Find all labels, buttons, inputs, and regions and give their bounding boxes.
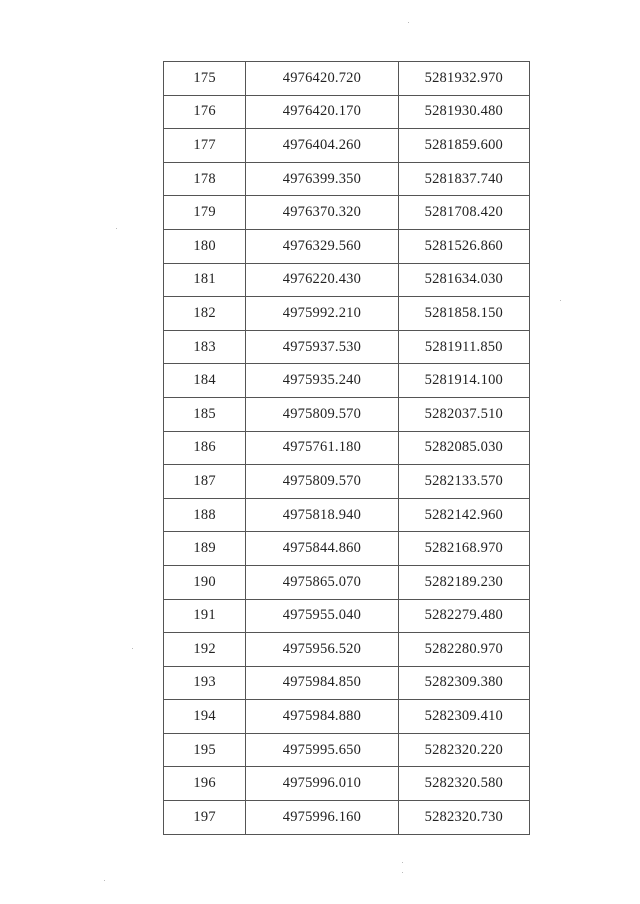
point-number-cell: 181 — [164, 263, 246, 297]
x-coordinate-cell: 4975935.240 — [246, 364, 398, 398]
y-coordinate-cell: 5282280.970 — [398, 633, 529, 667]
y-coordinate-cell: 5281837.740 — [398, 162, 529, 196]
scan-speck — [402, 862, 403, 863]
point-number-cell: 175 — [164, 62, 246, 96]
y-coordinate-cell: 5281708.420 — [398, 196, 529, 230]
scan-speck — [104, 880, 105, 881]
table-row — [164, 633, 530, 667]
point-number-cell: 194 — [164, 700, 246, 734]
x-coordinate-cell: 4975809.570 — [246, 397, 398, 431]
table-row — [164, 599, 530, 633]
x-coordinate-cell: 4976404.260 — [246, 129, 398, 163]
y-coordinate-cell: 5282320.730 — [398, 801, 529, 835]
x-coordinate-cell: 4975844.860 — [246, 532, 398, 566]
x-coordinate-cell: 4976370.320 — [246, 196, 398, 230]
table-row — [164, 733, 530, 767]
table-row — [164, 700, 530, 734]
y-coordinate-cell: 5281526.860 — [398, 229, 529, 263]
point-number-cell: 186 — [164, 431, 246, 465]
y-coordinate-cell: 5282085.030 — [398, 431, 529, 465]
y-coordinate-cell: 5281911.850 — [398, 330, 529, 364]
y-coordinate-cell: 5282037.510 — [398, 397, 529, 431]
x-coordinate-cell: 4976420.170 — [246, 95, 398, 129]
point-number-cell: 187 — [164, 465, 246, 499]
x-coordinate-cell: 4975992.210 — [246, 297, 398, 331]
table-row — [164, 801, 530, 835]
y-coordinate-cell: 5281634.030 — [398, 263, 529, 297]
x-coordinate-cell: 4975937.530 — [246, 330, 398, 364]
table-row — [164, 196, 530, 230]
point-number-cell: 192 — [164, 633, 246, 667]
y-coordinate-cell: 5281930.480 — [398, 95, 529, 129]
y-coordinate-cell: 5281914.100 — [398, 364, 529, 398]
table-row — [164, 767, 530, 801]
x-coordinate-cell: 4975761.180 — [246, 431, 398, 465]
point-number-cell: 185 — [164, 397, 246, 431]
coordinate-table — [163, 61, 530, 835]
table-row — [164, 162, 530, 196]
point-number-cell: 182 — [164, 297, 246, 331]
scan-speck — [560, 300, 561, 301]
x-coordinate-cell: 4975809.570 — [246, 465, 398, 499]
table-row — [164, 62, 530, 96]
point-number-cell: 195 — [164, 733, 246, 767]
table-row — [164, 129, 530, 163]
y-coordinate-cell: 5281932.970 — [398, 62, 529, 96]
point-number-cell: 176 — [164, 95, 246, 129]
point-number-cell: 193 — [164, 666, 246, 700]
point-number-cell: 196 — [164, 767, 246, 801]
y-coordinate-cell: 5282133.570 — [398, 465, 529, 499]
y-coordinate-cell: 5282168.970 — [398, 532, 529, 566]
y-coordinate-cell: 5282279.480 — [398, 599, 529, 633]
coordinate-table-body — [164, 62, 530, 835]
point-number-cell: 183 — [164, 330, 246, 364]
table-row — [164, 297, 530, 331]
scan-speck — [408, 22, 409, 23]
y-coordinate-cell: 5282189.230 — [398, 565, 529, 599]
table-row — [164, 263, 530, 297]
x-coordinate-cell: 4975955.040 — [246, 599, 398, 633]
x-coordinate-cell: 4975995.650 — [246, 733, 398, 767]
y-coordinate-cell: 5282142.960 — [398, 498, 529, 532]
x-coordinate-cell: 4976399.350 — [246, 162, 398, 196]
point-number-cell: 180 — [164, 229, 246, 263]
point-number-cell: 189 — [164, 532, 246, 566]
x-coordinate-cell: 4975984.880 — [246, 700, 398, 734]
scan-speck — [132, 648, 133, 649]
table-row — [164, 498, 530, 532]
table-row — [164, 431, 530, 465]
table-row — [164, 532, 530, 566]
x-coordinate-cell: 4975996.010 — [246, 767, 398, 801]
point-number-cell: 179 — [164, 196, 246, 230]
x-coordinate-cell: 4976220.430 — [246, 263, 398, 297]
point-number-cell: 190 — [164, 565, 246, 599]
table-row — [164, 229, 530, 263]
point-number-cell: 184 — [164, 364, 246, 398]
table-row — [164, 465, 530, 499]
y-coordinate-cell: 5282309.410 — [398, 700, 529, 734]
x-coordinate-cell: 4976329.560 — [246, 229, 398, 263]
x-coordinate-cell: 4976420.720 — [246, 62, 398, 96]
point-number-cell: 197 — [164, 801, 246, 835]
table-row — [164, 330, 530, 364]
y-coordinate-cell: 5282309.380 — [398, 666, 529, 700]
y-coordinate-cell: 5281858.150 — [398, 297, 529, 331]
x-coordinate-cell: 4975865.070 — [246, 565, 398, 599]
x-coordinate-cell: 4975984.850 — [246, 666, 398, 700]
point-number-cell: 188 — [164, 498, 246, 532]
table-row — [164, 666, 530, 700]
point-number-cell: 191 — [164, 599, 246, 633]
x-coordinate-cell: 4975818.940 — [246, 498, 398, 532]
point-number-cell: 177 — [164, 129, 246, 163]
scan-speck — [402, 872, 403, 873]
table-row — [164, 565, 530, 599]
y-coordinate-cell: 5282320.580 — [398, 767, 529, 801]
table-row — [164, 397, 530, 431]
point-number-cell: 178 — [164, 162, 246, 196]
table-row — [164, 364, 530, 398]
y-coordinate-cell: 5282320.220 — [398, 733, 529, 767]
x-coordinate-cell: 4975956.520 — [246, 633, 398, 667]
scan-speck — [116, 228, 117, 229]
y-coordinate-cell: 5281859.600 — [398, 129, 529, 163]
x-coordinate-cell: 4975996.160 — [246, 801, 398, 835]
table-row — [164, 95, 530, 129]
